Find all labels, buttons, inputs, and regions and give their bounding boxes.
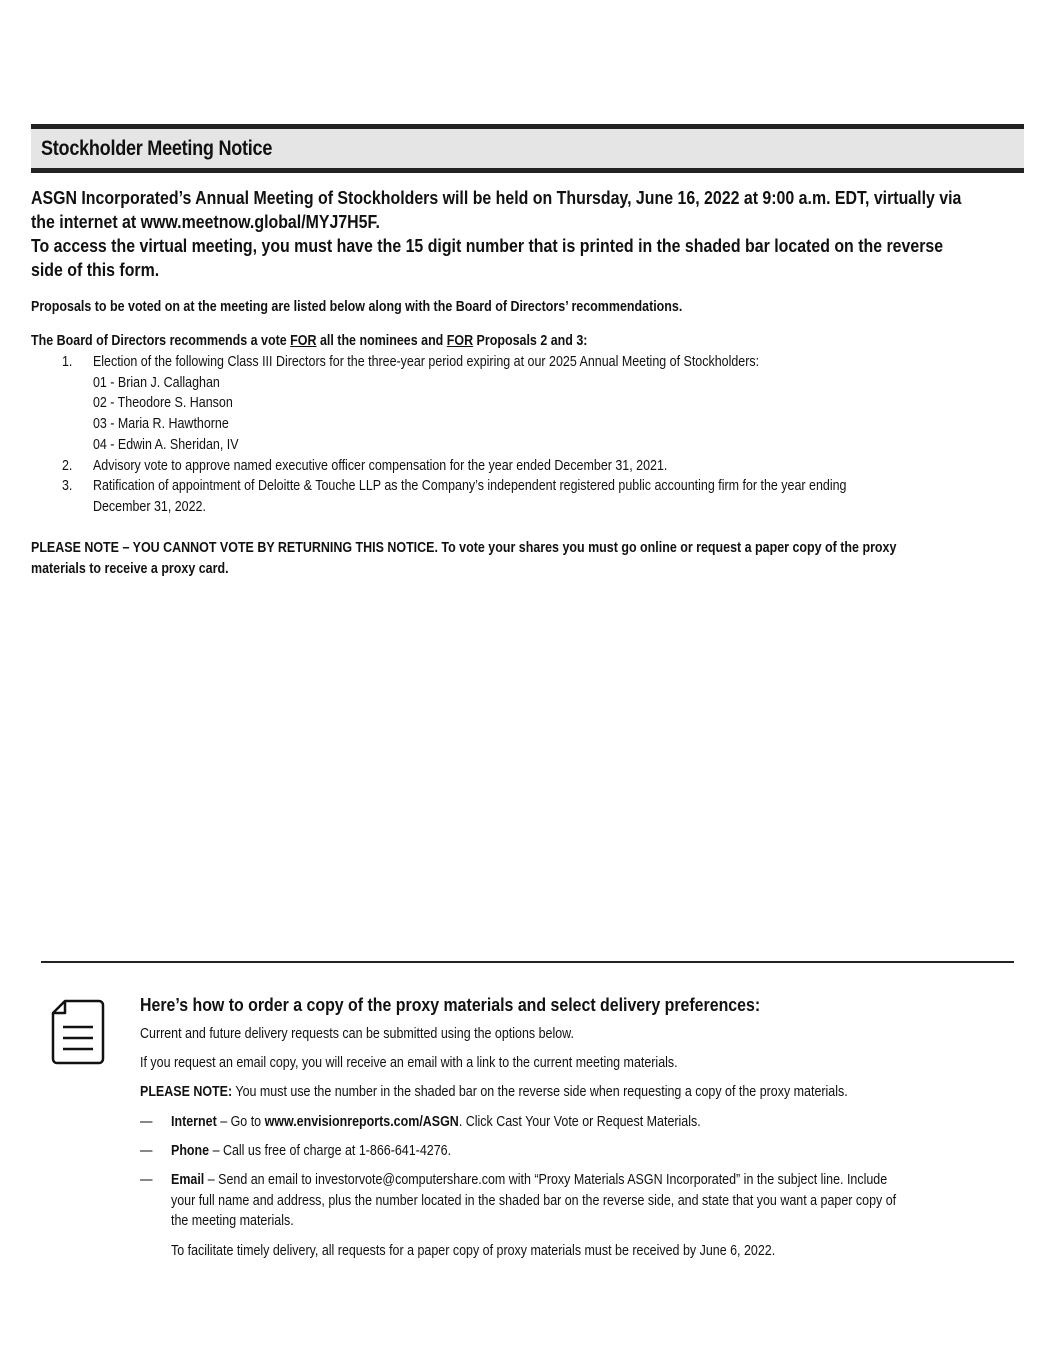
nominee-name: 04 - Edwin A. Sheridan, IV	[92, 436, 239, 453]
email-text-line-1	[171, 1170, 910, 1191]
proposal-number: 3.	[62, 478, 73, 495]
recommendation-part-3: Proposals 2 and 3:	[473, 333, 588, 349]
proposal-number: 1.	[62, 354, 73, 370]
recommendation-part-1: The Board of Directors recommends a vote	[31, 333, 291, 349]
note-label: PLEASE NOTE:	[140, 1084, 233, 1101]
recommendation-for-1: FOR	[290, 333, 317, 349]
intro-line-4: side of this form.	[31, 259, 160, 280]
order-please-note	[140, 1082, 905, 1103]
recommendation-for-2: FOR	[446, 333, 474, 349]
email-text-line-3: the meeting materials.	[171, 1213, 294, 1230]
email-option	[140, 1170, 1030, 1261]
phone-option	[140, 1141, 1030, 1162]
envision-link[interactable]: www.envisionreports.com/ASGN	[264, 1113, 459, 1130]
section-divider	[41, 961, 1014, 963]
phone-label: Phone	[171, 1142, 210, 1159]
header-bar	[31, 124, 1024, 173]
please-note-line-2: materials to receive a proxy card.	[31, 561, 229, 577]
proposal-3	[62, 476, 846, 497]
internet-pre: – Go to	[216, 1113, 265, 1130]
proposal-text: December 31, 2022.	[92, 498, 206, 515]
nominee	[62, 373, 846, 394]
email-line-1: – Send an email to investorvote@computershare.com with “Proxy Materials ASGN Incorporated” in the subject line. Include	[204, 1172, 888, 1189]
nominee	[62, 393, 846, 414]
nominee	[62, 414, 846, 435]
proposal-1	[62, 352, 846, 373]
nominee-name: 03 - Maria R. Hawthorne	[92, 416, 229, 433]
order-materials-section	[140, 992, 1030, 1261]
page-title: Stockholder Meeting Notice	[41, 137, 273, 160]
phone-number-text: – Call us free of charge at 1-866-641-4276.	[209, 1142, 452, 1159]
nominee	[62, 435, 846, 456]
email-label: Email	[171, 1172, 205, 1189]
intro-line-3: To access the virtual meeting, you must have the 15 digit number that is printed in the shaded bar located on the reverse	[31, 235, 944, 256]
phone-text	[171, 1141, 910, 1162]
proposal-text: Ratification of appointment of Deloitte & Touche LLP as the Company’s independent registered public accounting firm for the year ending	[92, 478, 847, 495]
order-title: Here’s how to order a copy of the proxy materials and select delivery preferences:	[140, 994, 761, 1015]
nominee-name: 01 - Brian J. Callaghan	[92, 374, 220, 391]
dash-bullet: —	[140, 1113, 153, 1130]
recommendation-part-2: all the nominees and	[316, 333, 447, 349]
intro-line-1: ASGN Incorporated’s Annual Meeting of Stockholders will be held on Thursday, June 16, 2022 at 9:00 a.m. EDT, virtually via	[31, 187, 962, 208]
proposal-text: Advisory vote to approve named executive officer compensation for the year ended December 31, 2021.	[92, 457, 668, 474]
dash-bullet: —	[140, 1142, 153, 1159]
nominee-name: 02 - Theodore S. Hanson	[92, 395, 233, 412]
delivery-deadline: To facilitate timely delivery, all requests for a paper copy of proxy materials must be received by June 6, 2022.	[171, 1242, 776, 1259]
dash-bullet: —	[140, 1172, 153, 1189]
proposal-3-continued	[62, 497, 846, 518]
board-recommendation	[31, 331, 587, 351]
proposal-text: Election of the following Class III Directors for the three-year period expiring at our 2025 Annual Meeting of Stockholders:	[92, 354, 760, 370]
proposal-number: 2.	[62, 457, 73, 474]
order-paragraph-2: If you request an email copy, you will receive an email with a link to the current meeting materials.	[140, 1055, 678, 1072]
proposal-2	[62, 456, 846, 477]
proposals-list	[62, 352, 974, 518]
meeting-intro	[31, 186, 1055, 282]
internet-option	[140, 1112, 1030, 1133]
please-note-line-1: PLEASE NOTE – YOU CANNOT VOTE BY RETURNING THIS NOTICE. To vote your shares you must go online or request a paper copy of the proxy	[31, 540, 897, 556]
internet-label: Internet	[171, 1113, 217, 1130]
internet-post: . Click Cast Your Vote or Request Materials.	[458, 1113, 701, 1130]
document-icon	[51, 999, 105, 1065]
proposals-intro: Proposals to be voted on at the meeting are listed below along with the Board of Directors’ recommendations.	[31, 299, 683, 315]
order-paragraph-1: Current and future delivery requests can be submitted using the options below.	[140, 1026, 574, 1042]
intro-line-2: the internet at www.meetnow.global/MYJ7H5F.	[31, 211, 380, 232]
email-text-line-2: your full name and address, plus the number located in the shaded bar on the reverse side, and state that you want a paper copy of	[171, 1192, 897, 1209]
internet-text	[171, 1112, 910, 1133]
please-note	[31, 538, 1037, 580]
note-text: You must use the number in the shaded bar on the reverse side when requesting a copy of the proxy materials.	[232, 1084, 848, 1101]
